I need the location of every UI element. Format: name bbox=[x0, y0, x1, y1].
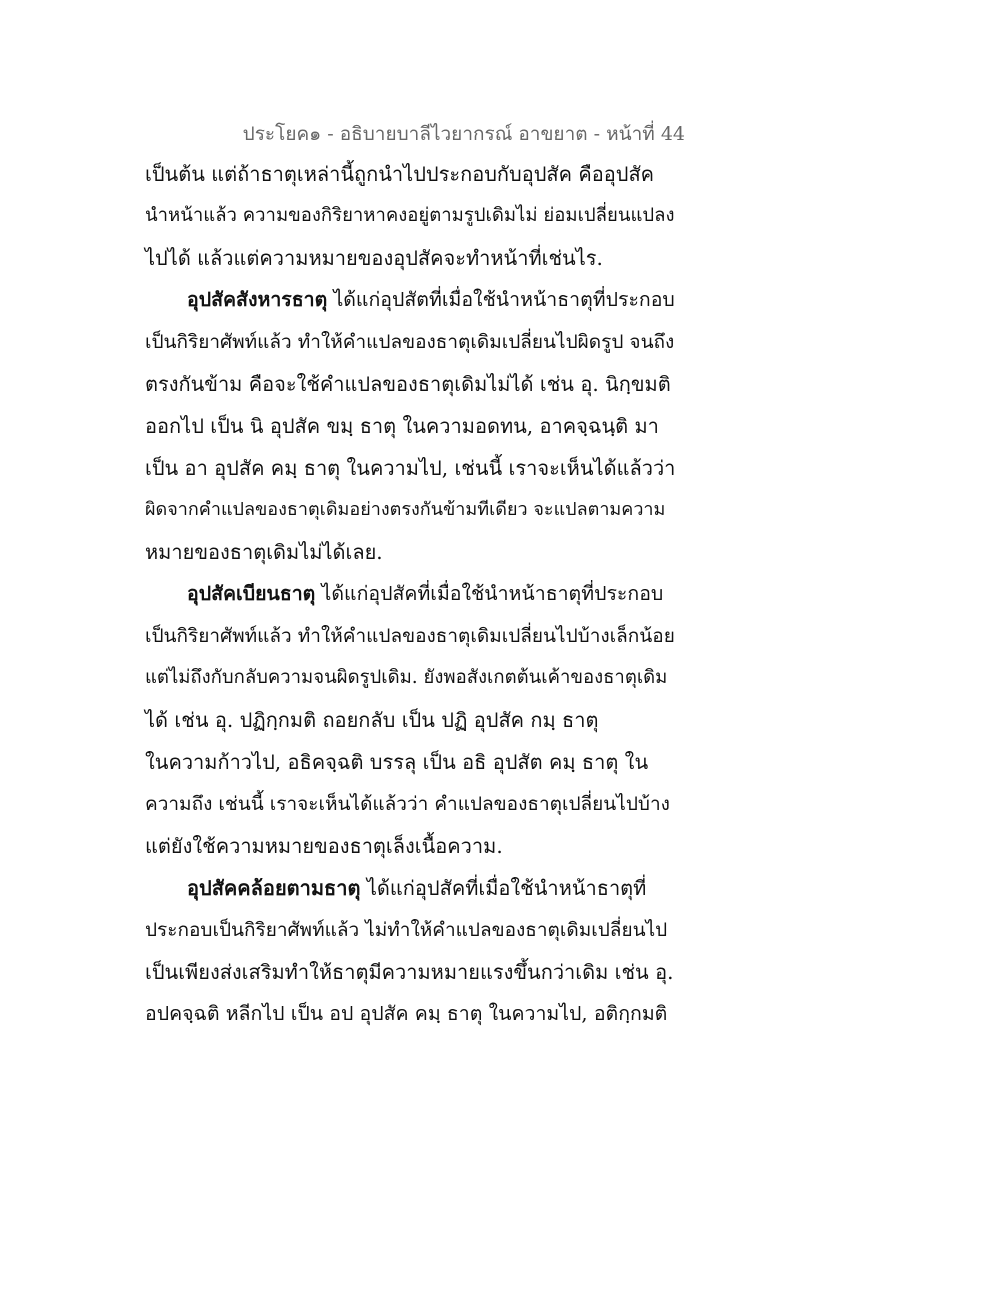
text-line: เป็นกิริยาศัพท์แล้ว ทำให้คำแปลของธาตุเดิมเปลี่ยนไปบ้างเล็กน้อย bbox=[145, 625, 675, 647]
paragraph-first-line bbox=[145, 867, 673, 909]
defined-term: อุปสัคคล้อยตามธาตุ bbox=[187, 876, 361, 900]
text-line: ออกไป เป็น นิ อุปสัค ขมฺ ธาตุ ในความอดทน, อาคจฺฉนฺติ มา bbox=[145, 414, 659, 438]
text-line: ความถึง เช่นนี้ เราจะเห็นได้แล้วว่า คำแปลของธาตุเปลี่ยนไปบ้าง bbox=[145, 793, 670, 815]
text-line: ในความก้าวไป, อธิคจฺฉติ บรรลุ เป็น อธิ อุปสัต คมฺ ธาตุ ใน bbox=[145, 750, 649, 774]
paragraph-sanghara bbox=[145, 279, 676, 573]
text-line: ตรงกันข้าม คือจะใช้คำแปลของธาตุเดิมไม่ได้ เช่น อุ. นิกฺขมติ bbox=[145, 372, 671, 396]
text-line: แต่ไม่ถึงกับกลับความจนผิดรูปเดิม. ยังพอสังเกตต้นเค้าของธาตุเดิม bbox=[145, 667, 668, 688]
text-run: ได้แก่อุปสัคที่เมื่อใช้นำหน้าธาตุที่ประกอบ bbox=[315, 582, 664, 605]
text-run: ได้แก่อุปสัคที่เมื่อใช้นำหน้าธาตุที่ bbox=[360, 876, 647, 900]
text-line: เป็นกิริยาศัพท์แล้ว ทำให้คำแปลของธาตุเดิมเปลี่ยนไปผิดรูป จนถึง bbox=[145, 331, 675, 353]
text-line: แต่ยังใช้ความหมายของธาตุเล็งเนื้อความ. bbox=[145, 834, 503, 858]
text-line: เป็นเพียงส่งเสริมทำให้ธาตุมีความหมายแรงขึ้นกว่าเดิม เช่น อุ. bbox=[145, 960, 674, 984]
text-line: เป็นต้น แต่ถ้าธาตุเหล่านี้ถูกนำไปประกอบกับอุปสัค คืออุปสัค bbox=[145, 162, 655, 186]
text-line: หมายของธาตุเดิมไม่ได้เลย. bbox=[145, 540, 383, 564]
defined-term: อุปสัคสังหารธาตุ bbox=[187, 288, 328, 311]
running-header: ประโยค๑ - อธิบายบาลีไวยากรณ์ อาขยาต - หน้าที่ 44 bbox=[242, 123, 685, 145]
paragraph-first-line bbox=[145, 279, 673, 321]
text-line: เป็น อา อุปสัค คมฺ ธาตุ ในความไป, เช่นนี้ เราจะเห็นได้แล้วว่า bbox=[145, 456, 676, 480]
text-line: อปคจฺฉติ หลีกไป เป็น อป อุปสัค คมฺ ธาตุ ในความไป, อติกฺกมติ bbox=[145, 1002, 668, 1025]
text-run: ได้แก่อุปสัตที่เมื่อใช้นำหน้าธาตุที่ประกอบ bbox=[327, 288, 675, 311]
text-line: ได้ เช่น อุ. ปฏิกฺกมติ ถอยกลับ เป็น ปฏิ อุปสัค กมฺ ธาตุ bbox=[145, 708, 599, 732]
paragraph-first-line bbox=[145, 573, 673, 615]
paragraph-khloi-tam bbox=[145, 867, 673, 1035]
text-line: ผิดจากคำแปลของธาตุเดิมอย่างตรงกันข้ามทีเดียว จะแปลตามความ bbox=[145, 499, 666, 520]
paragraph-bian bbox=[145, 573, 673, 867]
body-text bbox=[145, 153, 676, 1035]
paragraph-continuation bbox=[145, 153, 673, 279]
text-line: ประกอบเป็นกิริยาศัพท์แล้ว ไม่ทำให้คำแปลของธาตุเดิมเปลี่ยนไป bbox=[145, 919, 668, 941]
text-line: ไปได้ แล้วแต่ความหมายของอุปสัคจะทำหน้าที่เช่นไร. bbox=[145, 246, 603, 270]
text-line: นำหน้าแล้ว ความของกิริยาหาคงอยู่ตามรูปเดิมไม่ ย่อมเปลี่ยนแปลง bbox=[145, 205, 675, 226]
defined-term: อุปสัคเบียนธาตุ bbox=[187, 582, 316, 605]
